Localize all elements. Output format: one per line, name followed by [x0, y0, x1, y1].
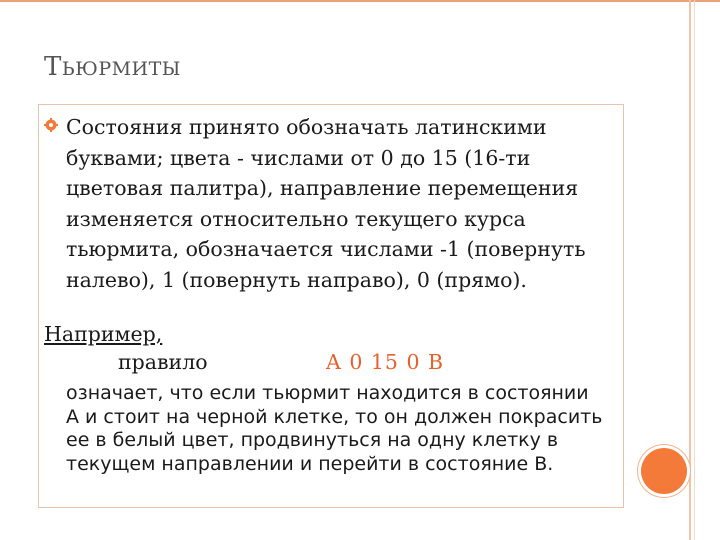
title-rest: ЬЮРМИТЫ [61, 58, 181, 80]
example-heading: Например, [44, 322, 163, 346]
cog-bullet-icon [44, 118, 58, 132]
bullet-item [44, 112, 614, 295]
frame-right-border [689, 0, 691, 540]
bullet-text: Состояния принято обозначать латинскими буквами; цвета - числами от 0 до 15 (16-ти цветовая палитра), направление перемещения изменяется относительно текущего курса тьюрмита, обозначается числами -1 (повернуть налево), 1 (повернуть направо), 0 (прямо). [66, 115, 586, 292]
frame-top-border [0, 0, 720, 14]
rule-value: A 0 15 0 B [326, 350, 445, 374]
rule-label: правило [118, 350, 208, 374]
orange-circle-decoration [641, 448, 687, 494]
slide-title [44, 52, 181, 82]
example-explanation: означает, что если тьюрмит находится в состоянии A и стоит на черной клетке, то он должен покрасить ее в белый цвет, продвинуться на одну клетку в текущем направлении и перейти в состояние B. [66, 382, 603, 475]
title-first-letter: Т [44, 52, 62, 82]
frame-right-border-thin [694, 0, 695, 540]
